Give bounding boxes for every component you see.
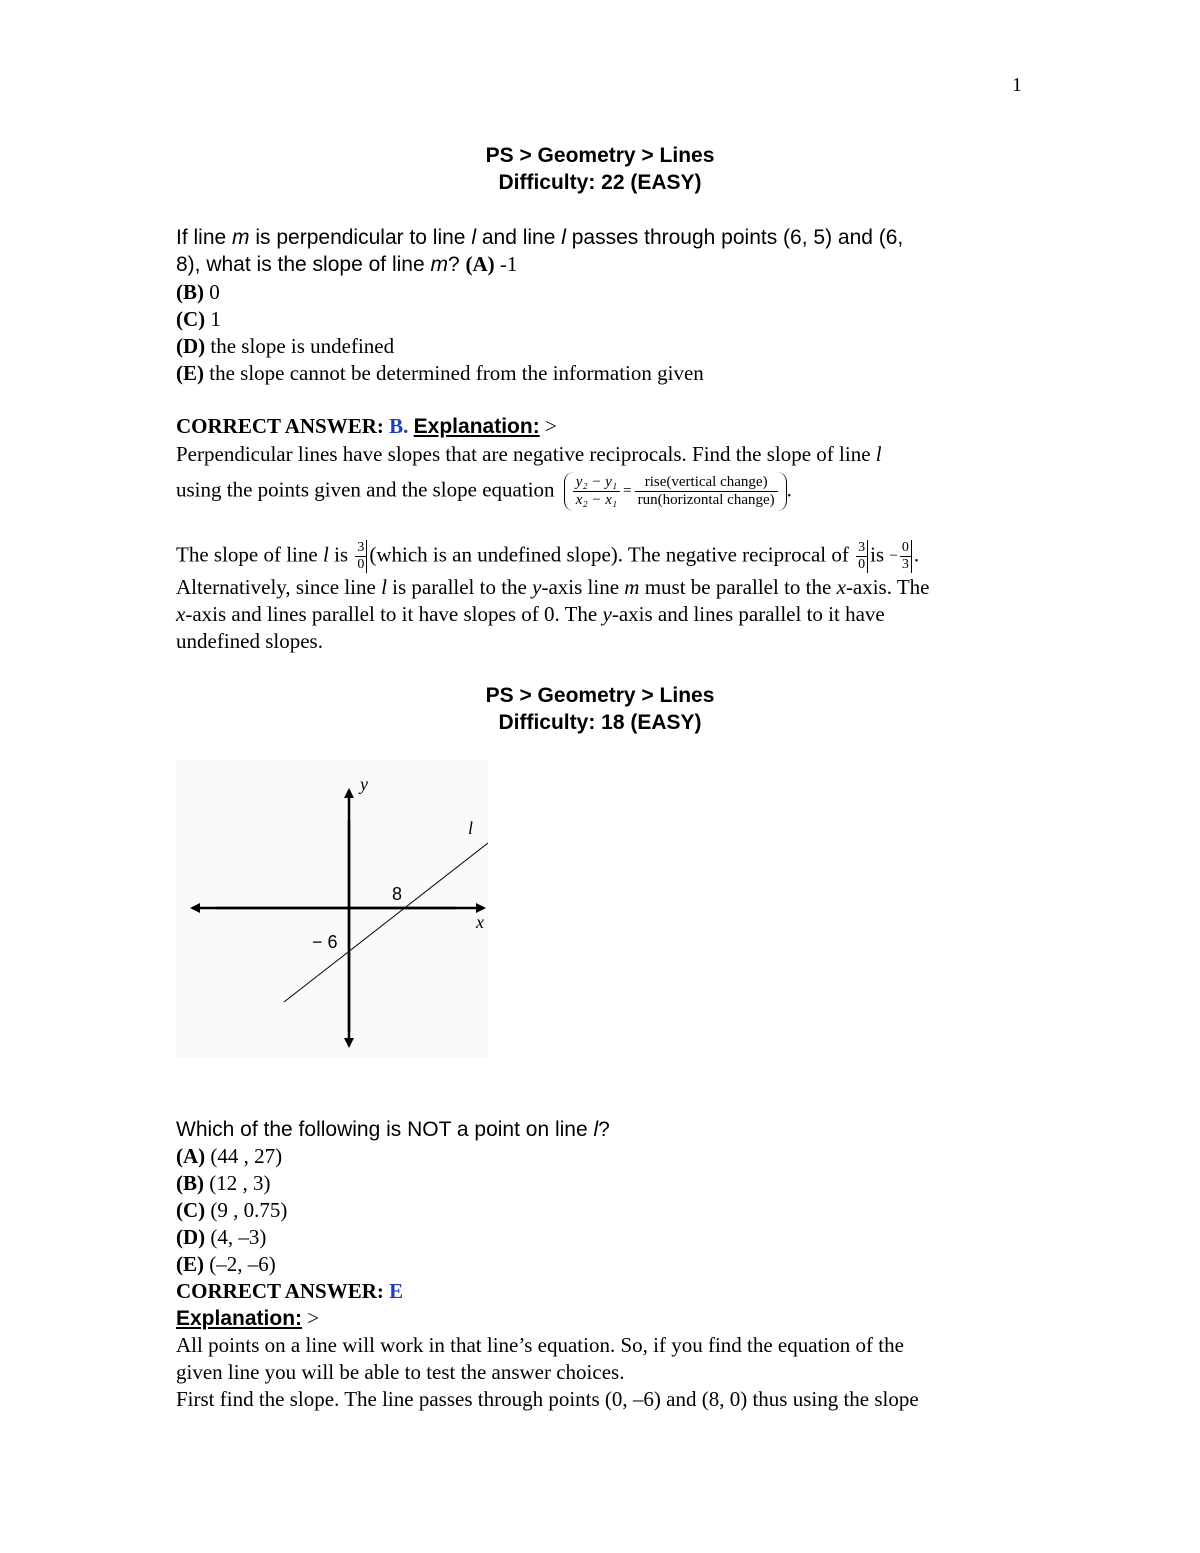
q2-explanation-heading (176, 1305, 319, 1332)
frac-num: 3 (357, 540, 365, 555)
q2-choice-c-letter: (C) (176, 1198, 206, 1222)
x-intercept-label: 8 (392, 884, 403, 904)
q2-choice-b (176, 1170, 271, 1197)
q1-exp-text: Alternatively, since line (176, 575, 382, 599)
q2-choice-e-letter: (E) (176, 1252, 204, 1276)
frac-den: 0 (357, 557, 365, 572)
q2-var-l: l (593, 1118, 599, 1141)
q1-choice-d (176, 333, 394, 360)
q1-exp-text: -axis line (541, 575, 625, 599)
q1-stem-text: If line (176, 226, 233, 249)
q2-choice-a (176, 1143, 282, 1170)
q1-exp-line3 (176, 540, 919, 573)
q1-explanation-label: Explanation: (413, 415, 540, 438)
q1-choice-d-text: the slope is undefined (205, 334, 395, 358)
page-number: 1 (1012, 74, 1022, 96)
q1-var-l: l (875, 442, 882, 466)
q2-choice-e (176, 1251, 276, 1278)
q1-exp-text: must be parallel to the (639, 575, 837, 599)
frac-sign: − (889, 548, 898, 564)
q1-var-l: l (381, 575, 387, 599)
q2-correct-value: E (389, 1279, 404, 1303)
q1-explanation-arrow: > (539, 414, 557, 438)
line-l-label: l (468, 818, 474, 838)
q1-exp-line5 (176, 601, 885, 628)
frac-num: 0 (901, 540, 909, 555)
q2-explanation-arrow: > (302, 1306, 320, 1330)
q1-exp-text: is (870, 542, 890, 567)
q1-stem-line1 (176, 224, 903, 251)
y-axis-label: y (360, 774, 368, 794)
q2-choice-a-letter: (A) (176, 1144, 206, 1168)
q1-exp-text: is parallel to the (386, 575, 533, 599)
q1-choice-a-text: -1 (494, 252, 518, 276)
q1-choice-c (176, 306, 221, 333)
q1-exp-text: . (786, 477, 792, 502)
q1-exp-text: Perpendicular lines have slopes that are negative reciprocals. Find the slope of line (176, 442, 876, 466)
q1-exp-text: is (328, 542, 354, 567)
q2-exp-line3: First find the slope. The line passes through points (0, –6) and (8, 0) thus using the slope (176, 1387, 919, 1411)
q2-choice-b-letter: (B) (176, 1171, 204, 1195)
q2-choice-d (176, 1224, 266, 1251)
q2-choice-d-text: (4, –3) (205, 1225, 267, 1249)
q1-exp-text: The slope of line (176, 542, 323, 567)
q1-exp-line4 (176, 574, 930, 601)
q1-choice-c-text: 1 (205, 307, 221, 331)
q1-choice-b (176, 279, 220, 306)
q1-choice-e-letter: (E) (176, 361, 204, 385)
q1-var-x: x (176, 602, 186, 626)
q1-var-l: l (471, 226, 476, 249)
q1-exp-text: -axis and lines parallel to it have slopes of 0. The (185, 602, 603, 626)
q1-header-category: PS > Geometry > Lines (485, 144, 715, 167)
fraction-3-over-0 (856, 540, 868, 573)
q1-exp-text: -axis. The (845, 575, 930, 599)
slope-equation (564, 472, 787, 511)
q1-exp-line1 (176, 441, 882, 468)
q1-stem-line2 (176, 251, 517, 278)
q1-exp-line2 (176, 472, 792, 511)
q1-stem-text: passes through points (6, 5) and (6, (565, 226, 904, 249)
frac-den: 0 (858, 557, 866, 572)
q1-header-difficulty: Difficulty: 22 (EASY) (498, 171, 702, 194)
q2-correct-answer (176, 1278, 403, 1305)
q1-stem-text: and line (476, 226, 562, 249)
q1-correct-answer (176, 413, 557, 440)
q1-exp-text: -axis and lines parallel to it have (611, 602, 885, 626)
q1-var-x: x (836, 575, 846, 599)
q1-choice-c-letter: (C) (176, 307, 206, 331)
q2-choice-d-letter: (D) (176, 1225, 206, 1249)
eq-denominator-left: x₂ − x₁ (575, 492, 618, 508)
coordinate-graph (176, 760, 488, 1058)
q1-exp-text: . (913, 542, 920, 567)
graph-svg (176, 760, 488, 1058)
eq-numerator-right: rise(vertical change) (635, 474, 778, 492)
q2-choice-c (176, 1197, 287, 1224)
q1-var-m: m (624, 575, 640, 599)
frac-num: 3 (858, 540, 866, 555)
q1-choice-b-text: 0 (204, 280, 220, 304)
q1-var-l: l (561, 226, 566, 249)
q1-exp-line6: undefined slopes. (176, 629, 323, 653)
fraction-0-over-3 (900, 540, 912, 573)
q1-correct-label: CORRECT ANSWER: (176, 414, 390, 438)
y-intercept-label: − 6 (312, 932, 338, 952)
q1-choice-e (176, 360, 704, 387)
q1-choice-e-text: the slope cannot be determined from the information given (204, 361, 704, 385)
q1-var-m: m (430, 253, 448, 276)
q2-choice-b-text: (12 , 3) (204, 1171, 271, 1195)
frac-den: 3 (901, 557, 909, 572)
q1-choice-a-letter: (A) (465, 252, 495, 276)
q2-exp-line1: All points on a line will work in that line’s equation. So, if you find the equation of the (176, 1333, 904, 1357)
q1-exp-text: (which is an undefined slope). The negative reciprocal of (369, 542, 855, 567)
line-l (284, 843, 488, 1002)
q1-stem-text: is perpendicular to line (249, 226, 472, 249)
q2-stem-text: ? (598, 1118, 610, 1141)
q2-correct-label: CORRECT ANSWER: (176, 1279, 390, 1303)
q1-choice-d-letter: (D) (176, 334, 206, 358)
eq-equals: = (623, 483, 632, 499)
q2-choice-c-text: (9 , 0.75) (205, 1198, 288, 1222)
q1-stem-text: ? (447, 253, 460, 276)
q1-exp-text: using the points given and the slope equation (176, 477, 560, 502)
q2-header-category: PS > Geometry > Lines (485, 684, 715, 707)
eq-numerator-left: y₂ − y₁ (575, 474, 618, 490)
x-axis-label: x (476, 912, 484, 932)
q2-choice-a-text: (44 , 27) (205, 1144, 283, 1168)
q2-choice-e-text: (–2, –6) (204, 1252, 276, 1276)
fraction-3-over-0 (355, 540, 367, 573)
q1-var-m: m (232, 226, 250, 249)
q2-exp-line2: given line you will be able to test the answer choices. (176, 1360, 625, 1384)
q2-stem-text: Which of the following is NOT a point on line (176, 1118, 594, 1141)
q1-var-l: l (322, 542, 329, 567)
q1-var-y: y (602, 602, 612, 626)
eq-denominator-right: run(horizontal change) (637, 492, 775, 508)
q1-correct-value: B. (389, 414, 409, 438)
q1-stem-text: 8), what is the slope of line (176, 253, 431, 276)
q2-header-difficulty: Difficulty: 18 (EASY) (498, 711, 702, 734)
q1-var-y: y (532, 575, 542, 599)
q2-stem (176, 1116, 610, 1143)
q2-explanation-label: Explanation: (176, 1307, 303, 1330)
q1-choice-b-letter: (B) (176, 280, 204, 304)
